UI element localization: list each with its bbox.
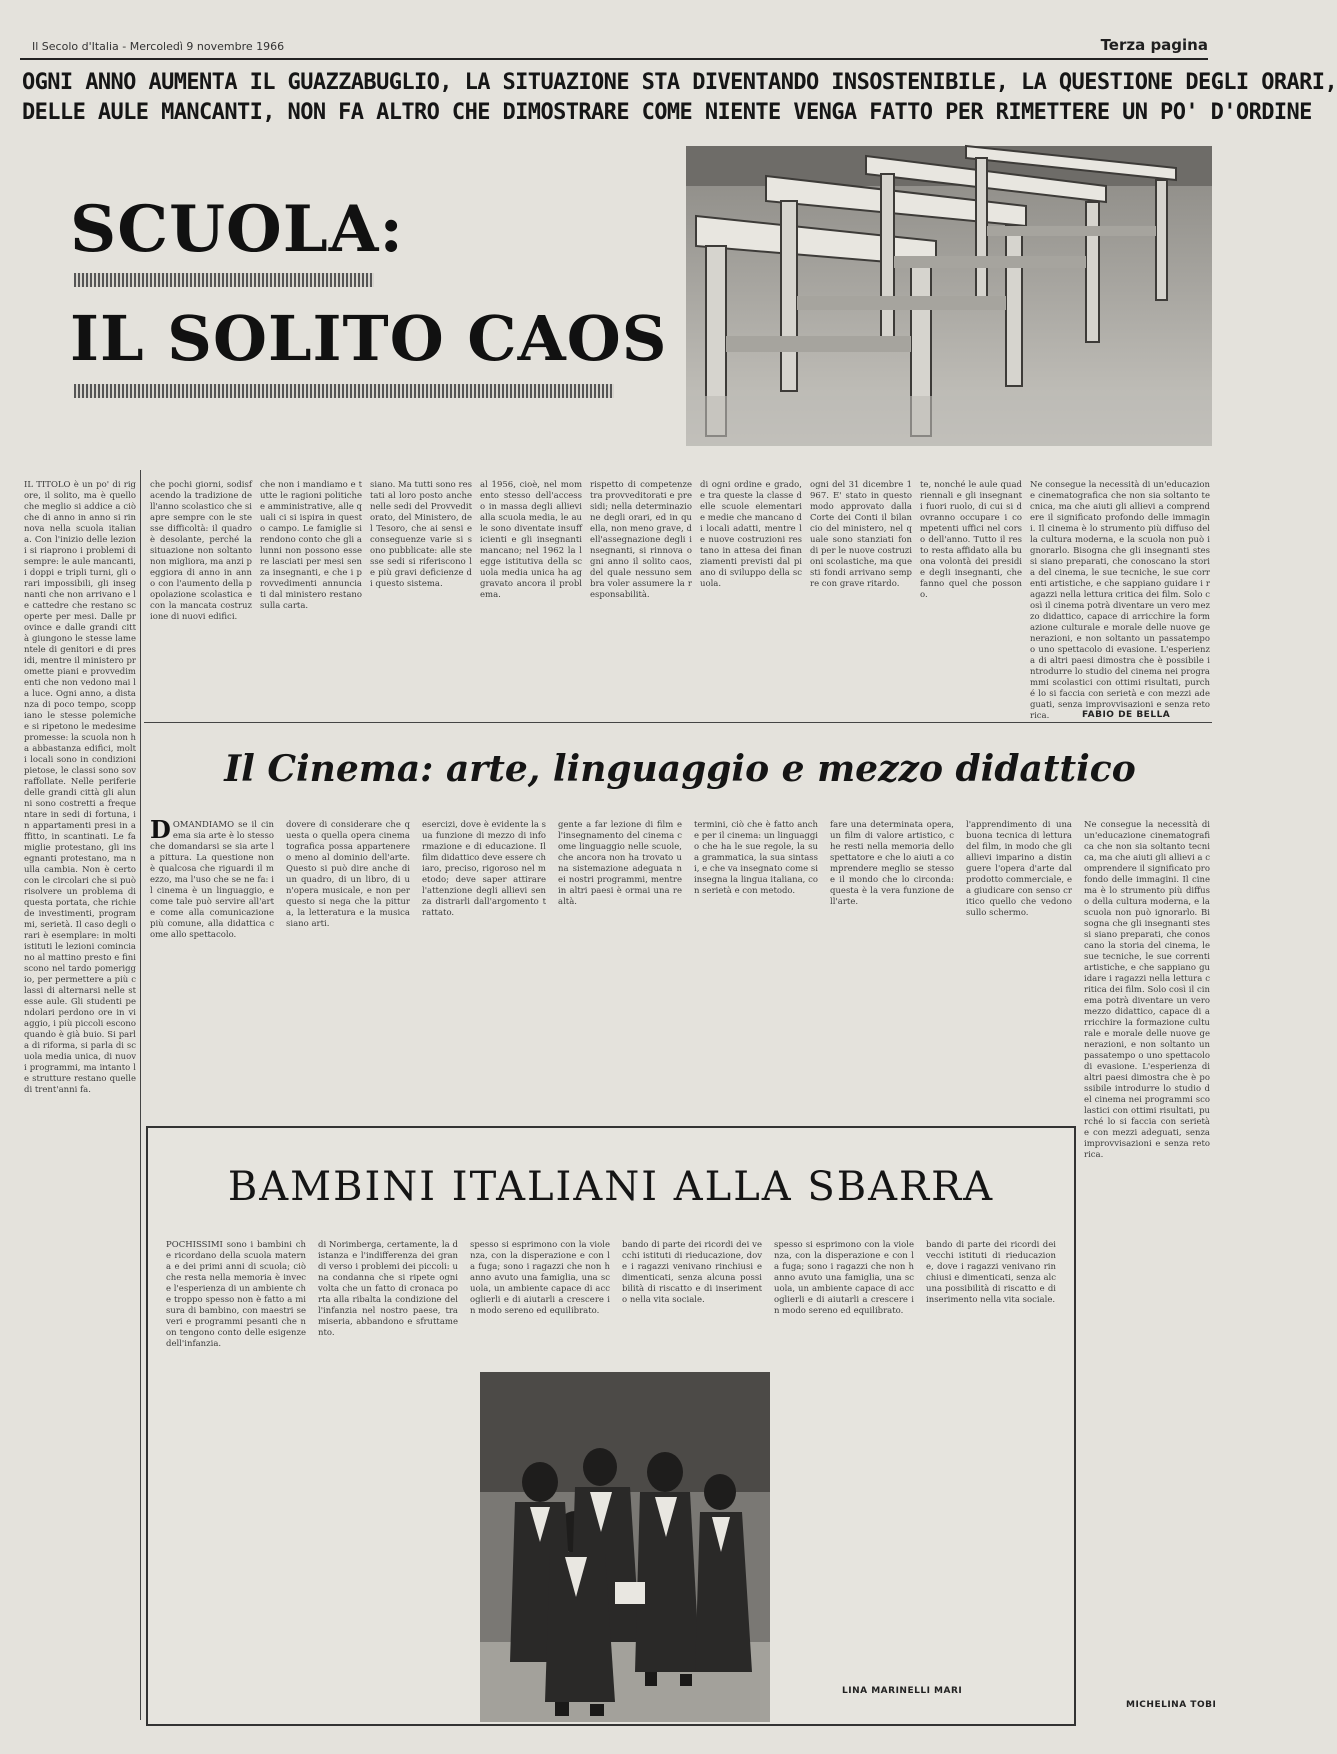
cinema-column: fare una determinata opera, un film di valore artistico, che resti nella memoria dello spettatore e che lo aiuti a comprendere meglio se stesso e il mondo che lo circonda: questa è la vera funzione dell'arte. — [830, 820, 954, 907]
author-signature: LINA MARINELLI MARI — [842, 1686, 963, 1696]
cinema-headline: Il Cinema: arte, linguaggio e mezzo didattico — [224, 748, 1136, 790]
bambini-column: spesso si esprimono con la violenza, con la disperazione e con la fuga; sono i ragazzi che non hanno avuto una famiglia, una scuola, un ambiente capace di accoglierli e di aiutarli a crescere in modo sereno ed equilibrato. — [470, 1240, 610, 1316]
cinema-column-text: OMANDIAMO se il cinema sia arte è lo stesso che domandarsi se sia arte la pittura. La questione non è qualcosa che riguardi il mezzo, ma l'uso che se ne fa: il cinema è un linguaggio, e come tale può servire all'arte come alla comunicazione più comune, alla didattica come allo spettacolo. — [150, 820, 274, 940]
article-column: rispetto di competenze tra provveditorati e presidi; nella determinazione degli orari, ed in quella, non meno grave, dell'assegnazione degli insegnanti, si rinnova ogni anno il solito caos, del quale nessuno sembra voler assumere la responsabilità. — [590, 480, 692, 600]
bambini-column: di Norimberga, certamente, la distanza e l'indifferenza dei grandi verso i problemi dei piccoli: una condanna che si ripete ogni volta che un fatto di cronaca porta alla ribalta la condizione dell'infanzia nel nostro paese, tra miseria, abbandono e sfruttamento. — [318, 1240, 458, 1338]
cinema-column: gente a far lezione di film e l'insegnamento del cinema come linguaggio nelle scuole, che ancora non ha trovato una sistemazione adeguata nei nostri programmi, mentre in altri paesi è ormai una realtà. — [558, 820, 682, 907]
article-column: ogni del 31 dicembre 1967. E' stato in questo modo approvato dalla Corte dei Conti il bilancio del ministero, nel quale sono stanziati fondi per le nuove costruzioni scolastiche, ma questi fondi arrivano sempre con grave ritardo. — [810, 480, 912, 589]
cinema-column: dovere di considerare che questa o quella opera cinematografica possa appartenere o meno al dominio dell'arte. Questo si può dire anche di un quadro, di un libro, di un'opera musicale, e non per questo si nega che la pittura, la letteratura e la musica siano arti. — [286, 820, 410, 929]
article-column: te, nonché le aule quadriennali e gli insegnanti fuori ruolo, di cui si dovranno occupare i competenti uffici nel corso dell'anno. Tutto il resto resta affidato alla buona volontà dei presidi e degli insegnanti, che fanno quel che possono. — [920, 480, 1022, 600]
article-column: al 1956, cioè, nel momento stesso dell'accesso in massa degli allievi alla scuola media, le aule sono diventate insufficienti e gli insegnanti mancano; nel 1962 la legge istitutiva della scuola media unica ha aggravato ancora il problema. — [480, 480, 582, 600]
dateline: Il Secolo d'Italia - Mercoledì 9 novembre 1966 — [32, 40, 285, 53]
children-photo — [480, 1372, 770, 1722]
cinema-column: l'apprendimento di una buona tecnica di lettura del film, in modo che gli allievi imparino a distinguere l'opera d'arte dal prodotto commerciale, e a giudicare con senso critico quello che vedono sullo schermo. — [966, 820, 1072, 918]
cinema-column: termini, ciò che è fatto anche per il cinema: un linguaggio che ha le sue regole, la sua grammatica, la sua sintassi, e che va insegnato come si insegna la lingua italiana, con serietà e con metodo. — [694, 820, 818, 896]
hatch-rule — [74, 384, 614, 398]
section-label: Terza pagina — [1100, 36, 1208, 54]
kicker-line-2: DELLE AULE MANCANTI, NON FA ALTRO CHE DIMOSTRARE COME NIENTE VENGA FATTO PER RIMETTERE UN PO' D'ORDINE — [22, 100, 1312, 125]
classroom-desks-photo — [686, 146, 1212, 446]
hatch-rule — [74, 273, 374, 287]
article-column: di ogni ordine e grado, e tra queste la classe delle scuole elementari e medie che mancano di locali adatti, mentre le nuove costruzioni restano in attesa dei finanziamenti previsti dal piano di sviluppo della scuola. — [700, 480, 802, 589]
masthead-bar — [20, 36, 1208, 60]
cinema-column — [150, 815, 274, 1116]
bambini-column: bando di parte dei ricordi dei vecchi istituti di rieducazione, dove i ragazzi venivano rinchiusi e dimenticati, senza alcuna possibilità di riscatto e di inserimento nella vita sociale. — [926, 1240, 1056, 1305]
headline-solito-caos: IL SOLITO CAOS — [70, 302, 668, 375]
section-rule — [144, 722, 1212, 723]
article-column: siano. Ma tutti sono restati al loro posto anche nelle sedi del Provveditorato, del Ministero, del Tesoro, che ai sensi e conseguenze varie si sono pubblicate: alle stesse sedi si riferiscono le più gravi deficienze di questo sistema. — [370, 480, 472, 589]
article-left-text: IL TITOLO è un po' di rigore, il solito, ma è quello che meglio si addice a ciò che di anno in anno si rinnova nella scuola italiana. Con l'inizio delle lezioni si riaprono i problemi di sempre: le aule mancanti, i doppi e tripli turni, gli orari impossibili, gli insegnanti che non arrivano e le cattedre che restano scoperte per mesi. Dalle province e dalle grandi città giungono le stesse lamentele di genitori e di presidi, mentre il ministero promette piani e provvedimenti che non vedono mai la luce. Ogni anno, a distanza di poco tempo, scoppiano le stesse polemiche e si ripetono le medesime promesse: la scuola non ha abbastanza edifici, molti locali sono in condizioni pietose, le classi sono sovraffollate. Nelle periferie delle grandi città gli alunni sono costretti a frequentare in sedi di fortuna, in appartamenti presi in affitto, in scantinati. Le famiglie protestano, gli insegnanti protestano, ma nulla cambia. Non è certo con le circolari che si può risolvere un problema di questa portata, che richiede investimenti, programmi, serietà. Il caso degli orari è esemplare: in molti istituti le lezioni cominciano al mattino presto e finiscono nel tardo pomeriggio, per permettere a più classi di alternarsi nelle stesse aule. Gli studenti pendolari perdono ore in viaggio, i più piccoli escono quando è già buio. Si parla di riforma, si parla di scuola media unica, di nuovi programmi, ma intanto le strutture restano quelle di trent'anni fa. — [24, 480, 136, 1095]
article-column: Ne consegue la necessità di un'educazione cinematografica che non sia soltanto tecnica, ma che aiuti gli allievi a comprendere il significato profondo delle immagini. Il cinema è lo strumento più diffuso della cultura moderna, e la scuola non può ignorarlo. Bisogna che gli insegnanti stessi siano preparati, che conoscano la storia del cinema, le sue tecniche, le sue correnti artistiche, e che sappiano guidare i ragazzi nella lettura critica dei film. Solo così il cinema potrà diventare un vero mezzo didattico, capace di arricchire la formazione culturale e morale delle nuove generazioni, e non soltanto un passatempo o uno spettacolo di evasione. L'esperienza di altri paesi dimostra che è possibile introdurre lo studio del cinema nei programmi scolastici con ottimi risultati, purché lo si faccia con serietà e con mezzi adeguati, senza improvvisazioni e senza retorica. — [1030, 480, 1210, 721]
article-column: che pochi giorni, sodisfacendo la tradizione dell'anno scolastico che si apre sempre con le stesse difficoltà: il quadro è desolante, perché la situazione non soltanto non migliora, ma anzi peggiora di anno in anno con l'aumento della popolazione scolastica e con la mancata costruzione di nuovi edifici. — [150, 480, 252, 622]
bambini-column: spesso si esprimono con la violenza, con la disperazione e con la fuga; sono i ragazzi che non hanno avuto una famiglia, una scuola, un ambiente capace di accoglierli e di aiutarli a crescere in modo sereno ed equilibrato. — [774, 1240, 914, 1316]
bambini-column: POCHISSIMI sono i bambini che ricordano della scuola materna e dei primi anni di scuola; ciò che resta nella memoria è invece l'esperienza di un ambiente che troppo spesso non è fatto a misura di bambino, con maestri severi e programmi pesanti che non tengono conto delle esigenze dell'infanzia. — [166, 1240, 306, 1349]
author-signature: MICHELINA TOBI — [1126, 1700, 1217, 1710]
article-column: che non i mandiamo e tutte le ragioni politiche e amministrative, alle quali ci si ispira in questo campo. Le famiglie si rendono conto che gli alunni non possono essere lasciati per mesi senza insegnanti, e che i provvedimenti annunciati dal ministero restano sulla carta. — [260, 480, 362, 611]
bambini-boxed-article — [146, 1126, 1076, 1726]
bambini-headline: BAMBINI ITALIANI ALLA SBARRA — [227, 1164, 995, 1210]
dropcap: D — [150, 815, 171, 844]
author-signature: FABIO DE BELLA — [1082, 710, 1171, 720]
column-rule — [140, 470, 141, 1720]
kicker-headline — [22, 68, 1337, 128]
headline-scuola: SCUOLA: — [70, 192, 404, 267]
article-left-column — [24, 480, 136, 1710]
cinema-column: esercizi, dove è evidente la sua funzione di mezzo di informazione e di educazione. Il film didattico deve essere chiaro, preciso, rigoroso nel metodo; deve saper attirare l'attenzione degli allievi senza distrarli dall'argomento trattato. — [422, 820, 546, 918]
bambini-column: bando di parte dei ricordi dei vecchi istituti di rieducazione, dove i ragazzi venivano rinchiusi e dimenticati, senza alcuna possibilità di riscatto e di inserimento nella vita sociale. — [622, 1240, 762, 1305]
kicker-line-1: OGNI ANNO AUMENTA IL GUAZZABUGLIO, LA SITUAZIONE STA DIVENTANDO INSOSTENIBILE, LA QUESTIONE DEGLI ORARI, — [22, 70, 1337, 95]
right-column-text: Ne consegue la necessità di un'educazione cinematografica che non sia soltanto tecnica, ma che aiuti gli allievi a comprendere il significato profondo delle immagini. Il cinema è lo strumento più diffuso della cultura moderna, e la scuola non può ignorarlo. Bisogna che gli insegnanti stessi siano preparati, che conoscano la storia del cinema, le sue tecniche, le sue correnti artistiche, e che sappiano guidare i ragazzi nella lettura critica dei film. Solo così il cinema potrà diventare un vero mezzo didattico, capace di arricchire la formazione culturale e morale delle nuove generazioni, e non soltanto un passatempo o uno spettacolo di evasione. L'esperienza di altri paesi dimostra che è possibile introdurre lo studio del cinema nei programmi scolastici con ottimi risultati, purché lo si faccia con serietà e con mezzi adeguati, senza improvvisazioni e senza retorica. — [1084, 820, 1210, 1160]
right-column — [1084, 820, 1210, 1696]
